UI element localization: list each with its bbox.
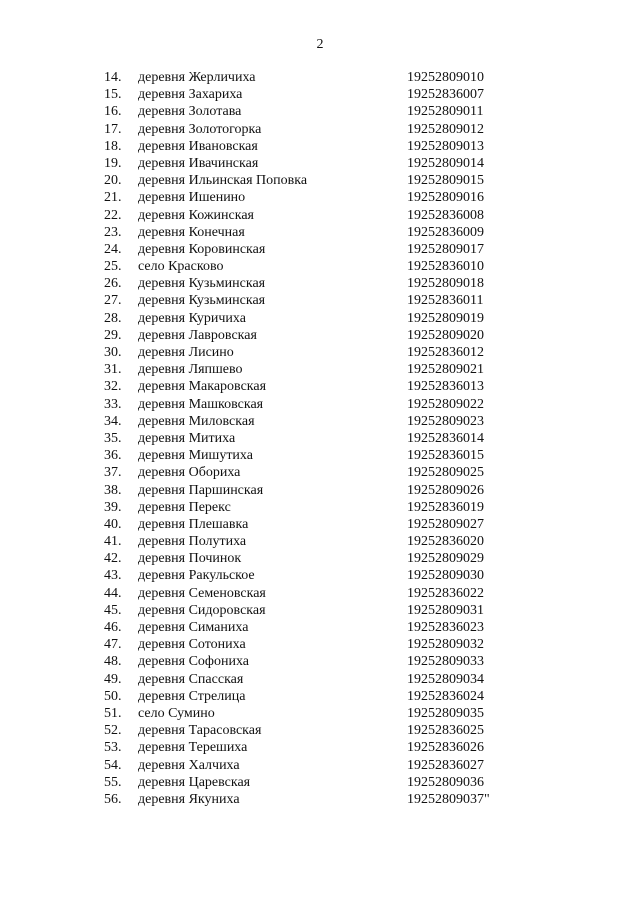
oktmo-code: 19252809017 (407, 241, 484, 257)
settlement-name: деревня Плешавка (138, 516, 249, 532)
list-item (0, 739, 640, 756)
settlement-name: деревня Спасская (138, 671, 244, 687)
item-number: 44. (104, 585, 122, 601)
settlement-name: село Сумино (138, 705, 215, 721)
item-number: 45. (104, 602, 122, 618)
oktmo-code: 19252809030 (407, 568, 484, 584)
oktmo-code: 19252809015 (407, 173, 484, 189)
settlement-name: деревня Стрелица (138, 688, 246, 704)
item-number: 32. (104, 379, 122, 395)
settlement-name: деревня Куричиха (138, 310, 246, 326)
settlement-name: деревня Лисино (138, 345, 234, 360)
oktmo-code: 19252809012 (407, 121, 484, 137)
list-item (0, 585, 640, 602)
list-item (0, 138, 640, 155)
list-item (0, 705, 640, 722)
item-number: 54. (104, 757, 122, 773)
settlement-name: деревня Ишенино (138, 190, 246, 206)
oktmo-code: 19252836015 (407, 448, 484, 464)
settlement-name: деревня Машковская (138, 396, 264, 412)
oktmo-code: 19252836025 (407, 723, 484, 739)
settlement-name: деревня Починок (138, 551, 242, 567)
item-number: 43. (104, 568, 122, 584)
settlement-name: деревня Ляпшево (138, 362, 243, 378)
list-item (0, 550, 640, 567)
oktmo-code: 19252809025 (407, 465, 484, 481)
oktmo-code: 19252809019 (407, 310, 484, 326)
item-number: 50. (104, 688, 122, 704)
list-item (0, 172, 640, 189)
oktmo-code: 19252836026 (407, 740, 484, 756)
settlement-name: деревня Царевская (138, 774, 251, 790)
settlement-name: деревня Якуниха (138, 791, 240, 807)
list-item (0, 533, 640, 550)
item-number: 18. (104, 138, 122, 154)
oktmo-code: 19252836027 (407, 757, 484, 773)
settlement-name: деревня Симаниха (138, 620, 249, 635)
list-item (0, 361, 640, 378)
item-number: 39. (104, 499, 122, 515)
oktmo-code: 19252809013 (407, 138, 484, 154)
item-number: 29. (104, 327, 122, 343)
item-number: 52. (104, 723, 122, 739)
list-item (0, 602, 640, 619)
settlement-name: деревня Ивановская (138, 138, 258, 154)
list-item (0, 86, 640, 103)
settlement-name: деревня Софониха (138, 654, 250, 670)
settlement-list (0, 69, 640, 808)
oktmo-code: 19252809023 (407, 413, 484, 429)
oktmo-code: 19252836012 (407, 345, 484, 360)
list-item (0, 791, 640, 808)
item-number: 23. (104, 224, 122, 240)
item-number: 51. (104, 705, 122, 721)
item-number: 30. (104, 345, 122, 360)
item-number: 56. (104, 791, 122, 807)
list-item (0, 464, 640, 481)
list-item (0, 516, 640, 533)
list-item (0, 103, 640, 120)
settlement-name: деревня Семеновская (138, 585, 266, 601)
settlement-name: деревня Жерличиха (138, 70, 256, 85)
item-number: 24. (104, 241, 122, 257)
list-item (0, 722, 640, 739)
item-number: 40. (104, 516, 122, 532)
oktmo-code: 19252809016 (407, 190, 484, 206)
settlement-name: деревня Терешиха (138, 740, 248, 756)
item-number: 21. (104, 190, 122, 206)
oktmo-code: 19252809036 (407, 774, 484, 790)
list-item (0, 258, 640, 275)
list-item (0, 653, 640, 670)
oktmo-code: 19252836010 (407, 259, 484, 275)
oktmo-code: 19252809034 (407, 671, 484, 687)
item-number: 36. (104, 448, 122, 464)
settlement-name: деревня Митиха (138, 430, 236, 446)
settlement-name: деревня Кожинская (138, 207, 254, 223)
oktmo-code: 19252809021 (407, 362, 484, 378)
oktmo-code: 19252836023 (407, 620, 484, 635)
list-item (0, 344, 640, 361)
list-item (0, 207, 640, 224)
settlement-name: деревня Золотава (138, 104, 242, 120)
settlement-name: деревня Сидоровская (138, 602, 266, 618)
list-item (0, 619, 640, 636)
list-item (0, 310, 640, 327)
list-item (0, 413, 640, 430)
oktmo-code: 19252809026 (407, 482, 484, 498)
settlement-name: деревня Полутиха (138, 534, 247, 550)
item-number: 16. (104, 104, 122, 120)
settlement-name: деревня Ракульское (138, 568, 255, 584)
settlement-name: деревня Кузьминская (138, 293, 266, 309)
item-number: 25. (104, 259, 122, 275)
oktmo-code: 19252836020 (407, 534, 484, 550)
list-item (0, 275, 640, 292)
oktmo-code: 19252809032 (407, 637, 484, 653)
item-number: 47. (104, 637, 122, 653)
settlement-name: деревня Ильинская Поповка (138, 173, 308, 189)
item-number: 26. (104, 276, 122, 292)
settlement-name: деревня Коровинская (138, 241, 266, 257)
item-number: 27. (104, 293, 122, 309)
oktmo-code: 19252836007 (407, 87, 484, 103)
oktmo-code: 19252836019 (407, 499, 484, 515)
oktmo-code: 19252809011 (407, 104, 484, 120)
oktmo-code: 19252809035 (407, 705, 484, 721)
item-number: 22. (104, 207, 122, 223)
settlement-name: деревня Макаровская (138, 379, 267, 395)
item-number: 55. (104, 774, 122, 790)
oktmo-code: 19252836014 (407, 430, 484, 446)
list-item (0, 121, 640, 138)
item-number: 28. (104, 310, 122, 326)
oktmo-code: 19252836011 (407, 293, 484, 309)
item-number: 37. (104, 465, 122, 481)
list-item (0, 636, 640, 653)
settlement-name: деревня Тарасовская (138, 723, 262, 739)
list-item (0, 292, 640, 309)
oktmo-code: 19252836009 (407, 224, 484, 240)
list-item (0, 774, 640, 791)
item-number: 42. (104, 551, 122, 567)
settlement-name: деревня Халчиха (138, 757, 240, 773)
item-number: 41. (104, 534, 122, 550)
item-number: 15. (104, 87, 122, 103)
list-item (0, 567, 640, 584)
item-number: 53. (104, 740, 122, 756)
item-number: 38. (104, 482, 122, 498)
list-item (0, 327, 640, 344)
list-item (0, 396, 640, 413)
oktmo-code: 19252809027 (407, 516, 484, 532)
list-item (0, 688, 640, 705)
oktmo-code: 19252836008 (407, 207, 484, 223)
oktmo-code: 19252809020 (407, 327, 484, 343)
oktmo-code: 19252809037" (407, 791, 490, 807)
list-item (0, 671, 640, 688)
page-number: 2 (316, 37, 324, 52)
list-item (0, 69, 640, 86)
list-item (0, 430, 640, 447)
item-number: 17. (104, 121, 122, 137)
oktmo-code: 19252809010 (407, 70, 484, 85)
settlement-name: деревня Конечная (138, 224, 245, 240)
settlement-name: деревня Миловская (138, 413, 255, 429)
item-number: 34. (104, 413, 122, 429)
list-item (0, 757, 640, 774)
item-number: 49. (104, 671, 122, 687)
oktmo-code: 19252836022 (407, 585, 484, 601)
oktmo-code: 19252809022 (407, 396, 484, 412)
item-number: 20. (104, 173, 122, 189)
item-number: 19. (104, 155, 122, 171)
settlement-name: деревня Паршинская (138, 482, 264, 498)
settlement-name: деревня Лавровская (138, 327, 257, 343)
settlement-name: деревня Перекс (138, 499, 231, 515)
oktmo-code: 19252836013 (407, 379, 484, 395)
item-number: 48. (104, 654, 122, 670)
item-number: 35. (104, 430, 122, 446)
item-number: 46. (104, 620, 122, 635)
list-item (0, 224, 640, 241)
list-item (0, 155, 640, 172)
item-number: 14. (104, 70, 122, 85)
settlement-name: деревня Обориха (138, 465, 241, 481)
settlement-name: село Красково (138, 259, 224, 275)
oktmo-code: 19252809029 (407, 551, 484, 567)
settlement-name: деревня Сотониха (138, 637, 246, 653)
settlement-name: деревня Захариха (138, 87, 243, 103)
settlement-name: деревня Мишутиха (138, 448, 253, 464)
list-item (0, 447, 640, 464)
list-item (0, 499, 640, 516)
settlement-name: деревня Кузьминская (138, 276, 266, 292)
oktmo-code: 19252809014 (407, 155, 484, 171)
list-item (0, 378, 640, 395)
oktmo-code: 19252836024 (407, 688, 484, 704)
oktmo-code: 19252809033 (407, 654, 484, 670)
list-item (0, 241, 640, 258)
list-item (0, 482, 640, 499)
item-number: 33. (104, 396, 122, 412)
settlement-name: деревня Ивачинская (138, 155, 259, 171)
oktmo-code: 19252809018 (407, 276, 484, 292)
settlement-name: деревня Золотогорка (138, 121, 262, 137)
item-number: 31. (104, 362, 122, 378)
list-item (0, 189, 640, 206)
oktmo-code: 19252809031 (407, 602, 484, 618)
